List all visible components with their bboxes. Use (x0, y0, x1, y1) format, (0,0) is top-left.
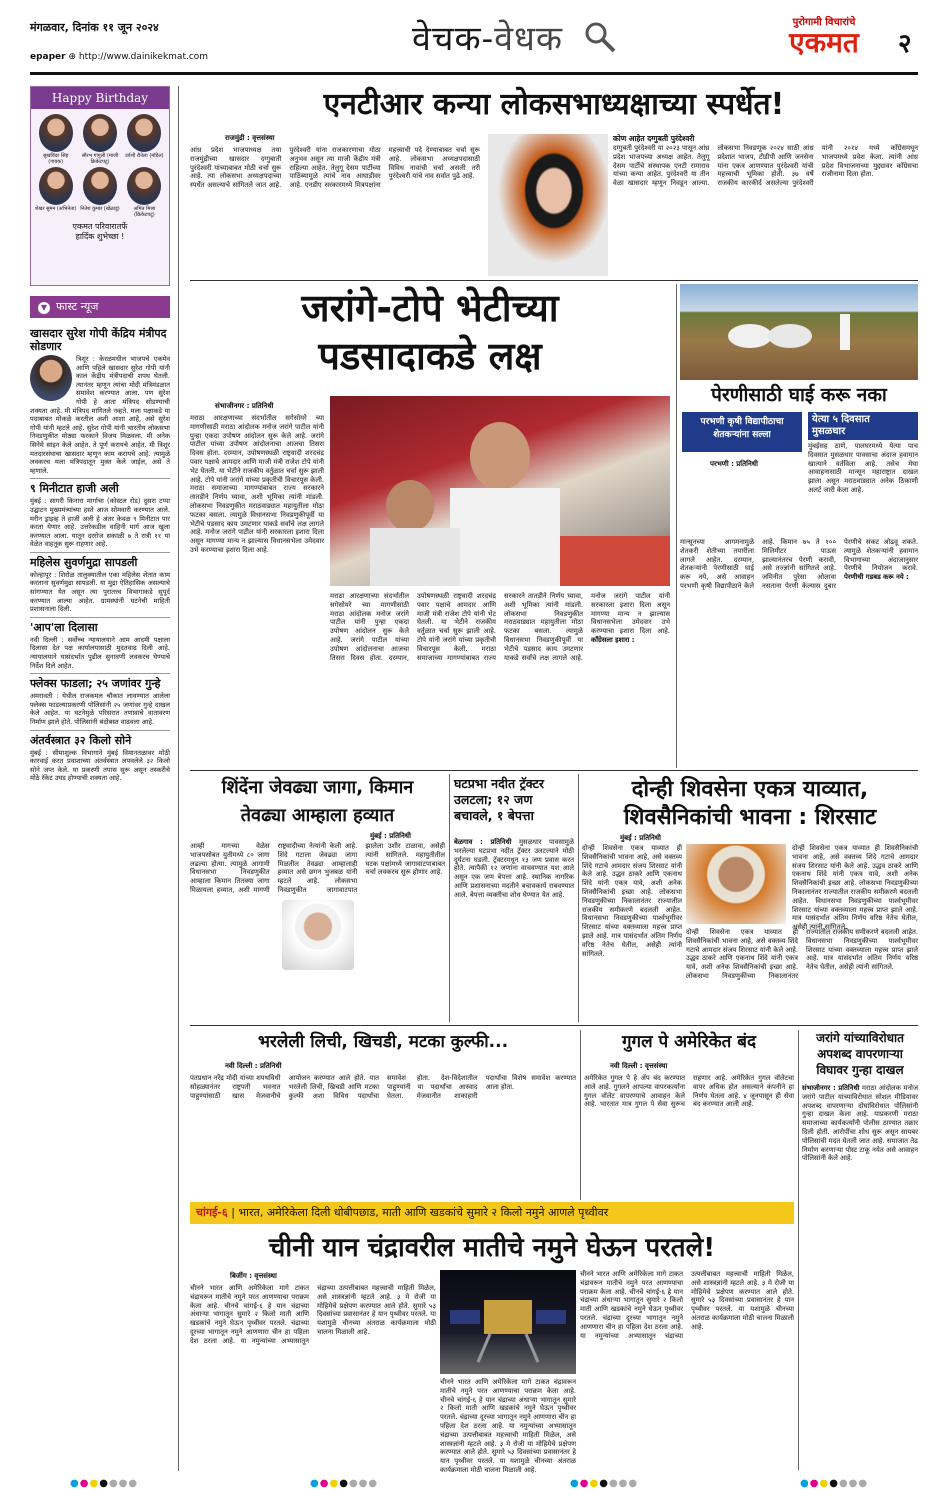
divider (30, 478, 170, 479)
bhujbal-photo (282, 900, 354, 970)
perni-body (680, 538, 918, 766)
news-body: कोल्हापूर : शिरोळ तालुक्यातील एका महिलेस शेतात काम करताना सुवर्णमुद्रा सापडली. या मुद्रा ऐतिहासिक असल्याचे सांगण्यात येत असून त्या पुरातत्त्व विभागाकडे सुपूर्द करण्यात आल्या आहेत. ग्रामस्थांनी घटनेची माहिती प्रशासनाला दिली. (30, 570, 170, 614)
purandeswari-photo (488, 134, 608, 276)
divider (30, 673, 170, 674)
shinde-headline-line1: शिंदेंना जेवढ्या जागा, किमान (221, 777, 414, 798)
perni-subheading: परभणी कृषी विद्यापीठाचा शेतकऱ्यांना सल्ला (682, 412, 802, 452)
top-story-body: आंध्र प्रदेश भाजपाध्यक्ष तथा राजमुंद्रीच्या खासदार दग्गुबाती पुरंदेश्वरी यांच्याबाबत मोठी चर्चा सुरू आहे. त्या लोकसभा अध्यक्षपदाच्या स्पर्धेत असल्याचे सांगितले जात आहे. पुरंदेश्वरी यांना राजकारणाचा मोठा अनुभव असून त्या माजी केंद्रीय मंत्री राहिल्या आहेत. तेलुगू देसम पार्टीच्या पाठिंब्यामुळे त्यांचे नाव आघाडीवर आहे. एनडीए सरकारमध्ये मित्रपक्षांना महत्त्वाची पदे देण्याबाबत चर्चा सुरू आहे. लोकसभा अध्यक्षपदासाठी विविध नावांची चर्चा असली तरी पुरंदेश्वरी यांचे नाव सर्वात पुढे आहे. (190, 146, 480, 190)
shivsena-dateline: मुंबई : प्रतिनिधी (620, 834, 661, 842)
ghatprabha-dateline: बेळगाव : प्रतिनिधी (454, 838, 512, 846)
news-body: मुंबई : सीमाशुल्क विभागाने मुंबई विमानतळावर मोठी कारवाई करत प्रवाशाच्या अंतर्वस्त्रात लपवलेले ३२ किलो सोने जप्त केले. या प्रकरणी तपास सुरू असून तस्करीचे मोठे रॅकेट उघड होण्याची शक्यता आहे. (30, 748, 170, 783)
shinde-headline (190, 774, 445, 830)
birthday-box (30, 86, 170, 286)
shivsena-body-left: दोन्ही शिवसेना एकत्र याव्यात ही शिवसैनिकांची भावना आहे, असे वक्तव्य शिंदे गटाचे आमदार संजय शिरसाट यांनी केले आहे. उद्धव ठाकरे आणि एकनाथ शिंदे यांनी एकत्र यावे, अशी अनेक शिवसैनिकांची इच्छा आहे. लोकसभा निवडणुकीच्या निकालानंतर राज्यातील राजकीय समीकरणे बदलली आहेत. विधानसभा निवडणुकीच्या पार्श्वभूमीवर शिरसाट यांच्या वक्तव्याला महत्त्व प्राप्त झाले आहे. मात्र यासंदर्भात अंतिम निर्णय वरिष्ठ नेतेच घेतील, असेही त्यांनी सांगितले. (582, 844, 682, 958)
birthday-footer (31, 222, 169, 242)
birthday-footer-line2: हार्दिक शुभेच्छा ! (75, 232, 125, 241)
rain-alert-body: मुंबईसह ठाणे, पालघरमध्ये येत्या पाच दिवसात मुसळधार पावसाचा अंदाज हवामान खात्याने वर्तविला आहे. तसेच मेघा आवाहनासाठी मान्सून महाराष्ट्रात दाखल झाला असून मराठवाड्यात अनेक ठिकाणी अलर्ट जारी केला आहे. (808, 442, 918, 494)
lander-illustration (440, 1270, 576, 1374)
shirsat-photo (686, 844, 786, 924)
masthead-logo (770, 14, 878, 68)
jarange2-dateline: संभाजीनगर : प्रतिनिधी (802, 1084, 860, 1092)
birthday-grid (31, 109, 169, 218)
avatar (127, 114, 161, 152)
brand-part1: वेचक- (412, 19, 495, 59)
column-separator (449, 774, 450, 1022)
column-separator (798, 1030, 799, 1470)
shivsena-headline-line2: शिवसैनिकांची भावना : शिरसाट (623, 805, 877, 830)
news-body: अमरावती : येथील राजकमल चौकात लावण्यात आलेला फ्लेक्स फाडल्याप्रकरणी पोलिसांनी २५ जणांवर गुन्हे दाखल केले आहेत. या घटनेमुळे परिसरात तणावाचे वातावरण निर्माण झाले होते. पोलिसांनी बंदोबस्त वाढवला आहे. (30, 692, 170, 726)
change6-body-left: चीनने भारत आणि अमेरिकेला मागे टाकत चंद्रावरून मातीचे नमुने परत आणण्याचा पराक्रम केला आहे. चीनचे चांगई-६ हे यान चंद्राच्या अंधाऱ्या भागातून सुमारे २ किलो माती आणि खडकांचे नमुने घेऊन पृथ्वीवर परतले. चंद्राच्या दूरच्या भागातून नमुने आणणारा चीन हा पहिला देश ठरला आहे. या नमुन्यांच्या अभ्यासातून चंद्राच्या उत्पत्तीबाबत महत्त्वाची माहिती मिळेल, असे शास्त्रज्ञांनी म्हटले आहे. ३ मे रोजी या मोहिमेचे प्रक्षेपण करण्यात आले होते. सुमारे ५३ दिवसांच्या प्रवासानंतर हे यान पृथ्वीवर परतले. या यशामुळे चीनच्या अंतराळ कार्यक्रमाला मोठी चालना मिळाली आहे. (190, 1284, 436, 1345)
jarange-body-main (330, 592, 670, 766)
change6-label: चांगई-६ (196, 1206, 228, 1219)
jarange-tope-photo (330, 396, 670, 586)
shinde-dateline: मुंबई : प्रतिनिधी (370, 832, 411, 840)
news-body: त्रिशूर : केरळमधील भाजपचे एकमेव आणि पहिले खासदार सुरेश गोपी यांनी काल केंद्रीय मंत्रीपदाची शपथ घेतली. त्यानंतर म्हणून त्यांचा मोदी मंत्रिमंडळात समावेश करण्यात आला. पण सुरेश गोपी हे आता मंत्रिपद सोडण्याची शक्यता आहे. मी मंत्रिपद मागितले नव्हते. मला पक्षाकडे या पदाबाबत मोकळे करतील अशी आशा आहे, असे सुरेश गोपी यांनी म्हटले आहे. सुरेश गोपी यांनी भारतीय लोकसभा निवडणुकीत मोठ्या फरकाने विजय मिळवला. मी अनेक सिनेमे साइन केले आहेत. ते पूर्ण करायचे आहेत. मी त्रिशूर मतदारसंघाचा खासदार म्हणून काम करायचे आहे. त्यामुळे लवकरच मला मंत्रिपदातून मुक्त केले जाईल, असे ते म्हणाले. (30, 355, 170, 475)
photo-illustration (330, 396, 670, 586)
magnifier-icon (583, 20, 617, 54)
news-headline: 'आप'ला दिलासा (30, 620, 98, 634)
birthday-name: नितेश कुमार (खेळाडू) (80, 206, 120, 212)
congress-label: काँग्रेसला इशारा : (591, 635, 635, 644)
ministers-headline: भरलेली लिची, खिचडी, मटका कुल्फी... (257, 1032, 509, 1052)
jarange2-body-text: मराठा आंदोलक मनोज जरांगे पाटील यांच्याविरोधात सोशल मीडियावर अपशब्द वापरणाऱ्या दोघांविरोधात पोलिसांनी गुन्हा दाखल केला आहे. याप्रकरणी मराठा समाजाच्या कार्यकर्त्यांनी पोलीस ठाण्यात तक्रार दिली होती. आरोपींचा शोध सुरू असून सायबर पोलिसांची मदत घेतली जात आहे. समाजात तेढ निर्माण करणाऱ्या पोस्ट टाकू नयेत असे आवाहन पोलिसांनी केले आहे. (802, 1084, 918, 1163)
fast-news-title: फास्ट न्यूज (56, 300, 99, 313)
news-headline: ९ मिनीटात हाजी अली (30, 482, 119, 496)
globe-icon: ⊕ (68, 52, 77, 62)
ghatprabha-body-text: मुसळधार पावसामुळे भरलेल्या घटप्रभा नदीत ट्रॅक्टर उलटल्याने मोठी दुर्घटना घडली. ट्रॅक्टरमधून १३ जण प्रवास करत होते. त्यापैकी १२ जणांना वाचवण्यात यश आले असून एक जण बेपत्ता आहे. स्थानिक नागरिक आणि प्रशासनाच्या मदतीने बचावकार्य राबवण्यात आले. बेपत्ता व्यक्तीचा शोध घेण्यात येत आहे. (454, 838, 574, 899)
fast-news-column (30, 324, 170, 1474)
logo-name: एकमत (789, 26, 859, 59)
google-body: अमेरिकेत गुगल पे हे ॲप बंद करण्यात आले आहे. गुगलने आपल्या वापरकर्त्यांना गुगल वॉलेट वापरण्याचे आवाहन केले आहे. भारतात मात्र गुगल पे सेवा सुरूच राहणार आहे. अमेरिकेत गुगल वॉलेटचा वापर अधिक होत असल्याने कंपनीने हा निर्णय घेतला आहे. ४ जूनपासून ही सेवा बंद करण्यात आली आहे. (584, 1074, 794, 1109)
birthday-person (124, 114, 165, 165)
top-story-headline: एनटीआर कन्या लोकसभाध्यक्षाच्या स्पर्धेत! (323, 87, 785, 122)
color-registration-marks: ●●●●●●● (310, 1478, 379, 1489)
news-headline: खासदार सुरेश गोपी केंद्रिय मंत्रीपद सोडणार (30, 327, 167, 353)
plough-illustration (680, 284, 918, 380)
divider (190, 1025, 918, 1026)
news-headline: महिलेस सुवर्णमुद्रा सापडली (30, 555, 138, 569)
birthday-name: सौरभ गांगुली (माजी क्रिकेटपटू) (81, 153, 119, 165)
avatar (83, 167, 117, 205)
page-number: २ (898, 29, 912, 59)
divider (190, 280, 918, 281)
shivsena-headline-line1: दोन्ही शिवसेना एकत्र याव्यात, (631, 777, 869, 802)
suresh-gopi-photo (30, 355, 72, 401)
divider (30, 552, 170, 553)
birthday-name: सुखविंदर सिंह (गायक) (43, 153, 69, 165)
shinde-body: आम्ही मागच्या वेळेस भाजपसोबत युतीमध्ये ८० जागा लढल्या होत्या. त्यामुळे आगामी विधानसभा निवडणुकीत आम्हाला किमान तितक्या जागा मिळायला हव्यात, अशी मागणी राष्ट्रवादीच्या नेत्यांनी केली आहे. शिंदे गटाला जेवढ्या जागा मिळतील तेवढ्या आम्हालाही हव्यात असे छगन भुजबळ यांनी म्हटले आहे. लोकसभा निवडणुकीत जागावाटपात झालेला उशीर टाळावा, असेही त्यांनी सांगितले. महायुतीतील घटक पक्षांमध्ये जागावाटपाबाबत चर्चा लवकरच सुरू होणार आहे. (190, 842, 445, 894)
change6-body-mid: चीनने भारत आणि अमेरिकेला मागे टाकत चंद्रावरून मातीचे नमुने परत आणण्याचा पराक्रम केला आहे. चीनचे चांगई-६ हे यान चंद्राच्या अंधाऱ्या भागातून सुमारे २ किलो माती आणि खडकांचे नमुने घेऊन पृथ्वीवर परतले. चंद्राच्या दूरच्या भागातून नमुने आणणारा चीन हा पहिला देश ठरला आहे. या नमुन्यांच्या अभ्यासातून चंद्राच्या उत्पत्तीबाबत महत्त्वाची माहिती मिळेल, असे शास्त्रज्ञांनी म्हटले आहे. ३ मे रोजी या मोहिमेचे प्रक्षेपण करण्यात आले होते. सुमारे ५३ दिवसांच्या प्रवासानंतर हे यान पृथ्वीवर परतले. या यशामुळे चीनच्या अंतराळ कार्यक्रमाला मोठी चालना मिळाली आहे. (440, 1378, 576, 1474)
ministers-dateline: नवी दिल्ली : प्रतिनिधी (225, 1062, 282, 1070)
ghatprabha-body (454, 838, 574, 1022)
birthday-name: उर्वशी रौतेला (मॉडेल) (125, 153, 164, 159)
sidebar-body: दग्गुबती पुरंदेश्वरी या २०२३ पासून आंध्र प्रदेश भाजपच्या अध्यक्ष आहेत. तेलुगू देसम पार्टीचे संस्थापक एनटी रामाराव यांच्या कन्या आहेत. पुरंदेश्वरी या तीन वेळा खासदार म्हणून निवडून आल्या. लोकसभा निवडणूक २०२४ साठी आंध्र प्रदेशात भाजप, टीडीपी आणि जनसेना यांना एकत्र आणण्यात पुरंदेश्वरी यांची महत्त्वाची भूमिका होती. ३७ वर्षे राजकीय कारकीर्द असलेल्या पुरंदेश्वरी यांनी २०१४ मध्ये काँग्रेसमधून भाजपमध्ये प्रवेश केला. त्यांनी आंध्र प्रदेश विभाजनाच्या मुद्द्यावर काँग्रेसचा राजीनामा दिला होता. (613, 144, 918, 188)
news-headline: अंतर्वस्त्रात ३२ किलो सोने (30, 733, 132, 747)
column-separator (580, 1030, 581, 1200)
change6-strip: चांगई-६ | भारत, अमेरिकेला दिली धोबीपछाड, माती आणि खडकांचे सुमारे २ किलो नमुने आणले पृथ्वीवर (190, 1202, 794, 1224)
rain-alert-line1: येत्या ५ दिवसात (812, 414, 870, 425)
jarange-headline-line2: पडसादाकडे लक्ष (318, 334, 542, 378)
divider (30, 617, 170, 618)
perni-dateline: परभणी : प्रतिनिधी (710, 460, 758, 468)
top-story-sidebar (613, 134, 918, 276)
news-body: नवी दिल्ली : सर्वोच्च न्यायालयाने आम आदमी पक्षाला दिलासा देत पक्ष कार्यालयासाठी मुदतवाढ दिली आहे. न्यायालयाने यासंदर्भात पुढील सुनावणी लवकरच घेण्याचे निर्देश दिले आहेत. (30, 635, 170, 670)
birthday-title: Happy Birthday (31, 87, 169, 109)
news-body: मुंबई : सागरी किनारा मार्गाचा (कोस्टल रोड) दुसरा टप्पा उद्घाटन मुख्यमंत्र्यांच्या हस्ते आज सोमवारी करण्यात आले. मरीन ड्राइव्ह ते हाजी अली हे अंतर केवळ ९ मिनीटात पार करता येणार आहे. उत्तरेकडील वाहिनी मार्ग आज खुला करण्यात आला. यातून दररोज सकाळी ७ ते रात्री ११ या वेळेत वाहतूक सुरू राहणार आहे. (30, 497, 170, 549)
avatar (127, 167, 161, 205)
avatar (39, 114, 73, 152)
shivsena-body-main: दोन्ही शिवसेना एकत्र याव्यात ही शिवसैनिकांची भावना आहे, असे वक्तव्य शिंदे गटाचे आमदार संजय शिरसाट यांनी केले आहे. उद्धव ठाकरे आणि एकनाथ शिंदे यांनी एकत्र यावे, अशी अनेक शिवसैनिकांची इच्छा आहे. लोकसभा निवडणुकीच्या निकालानंतर राज्यातील राजकीय समीकरणे बदलली आहेत. विधानसभा निवडणुकीच्या पार्श्वभूमीवर शिरसाट यांच्या वक्तव्याला महत्त्व प्राप्त झाले आहे. मात्र यासंदर्भात अंतिम निर्णय वरिष्ठ नेतेच घेतील, असेही त्यांनी सांगितले. (686, 928, 918, 980)
birthday-person (79, 167, 120, 218)
shivsena-headline (582, 776, 918, 832)
jarange-body-text: मराठा आरक्षणाच्या संदर्भातील सगेसोयरे च्या मागणीसाठी मराठा आंदोलक मनोज जरांगे पाटील यांनी पुन्हा एकदा उपोषण आंदोलन सुरू केले आहे. जरांगे पाटील यांच्या उपोषण आंदोलनाचा आजचा तिसरा दिवस होता. दरम्यान, उपोषणस्थळी राष्ट्रवादी शरदचंद्र पवार पक्षाचे आमदार आणि माजी मंत्री राजेश टोपे यांनी भेट घेतली. या भेटीने राजकीय वर्तुळात चर्चा सुरू झाली आहे. टोपे यांनी जरांगे यांच्या प्रकृतीची विचारपूस केली. मराठा समाजाच्या मागण्यांबाबत राज्य सरकारने तातडीने निर्णय घ्यावा, अशी भूमिका त्यांनी मांडली. लोकसभा निवडणुकीत मराठवाड्यात महायुतीला मोठा फटका बसला. त्यामुळे विधानसभा निवडणुकीपूर्वी या भेटीचे पडसाद काय उमटणार याकडे सर्वांचे लक्ष लागले आहे. मनोज जरांगे पाटील यांनी सरकारला इशारा दिला असून मागण्या मान्य न झाल्यास विधानसभेला उमेदवार उभे करण्याचा इशारा दिला आहे. (330, 592, 670, 662)
sidebar-title: कोण आहेत दग्गुबती पुरंदेश्वरी (613, 134, 695, 143)
section-brand (412, 14, 563, 60)
birthday-person (35, 167, 76, 218)
ministers-body: पंतप्रधान नरेंद्र मोदी यांच्या शपथविधी सोहळ्यानंतर राष्ट्रपती भवनात पाहुण्यांसाठी खास मेजवानीचे आयोजन करण्यात आले होते. यात भरलेली लिची, खिचडी आणि मटका कुल्फी अशा विविध पदार्थांचा समावेश होता. देश-विदेशातील पाहुण्यांनी या पदार्थांचा आस्वाद घेतला. मेजवानीत शाकाहारी पदार्थांचा विशेष समावेश करण्यात आला होता. (190, 1074, 576, 1100)
divider (190, 770, 918, 771)
chevron-down-icon: ▼ (38, 302, 50, 314)
epaper-link[interactable] (30, 52, 208, 62)
birthday-person (124, 167, 165, 218)
jarange-headline-line1: जरांगे-टोपे भेटीच्या (301, 286, 559, 330)
google-dateline: नवी दिल्ली : वृत्तसंस्था (610, 1062, 668, 1070)
perni-headline: पेरणीसाठी घाई करू नका (711, 384, 887, 406)
header-date: मंगळवार, दिनांक ११ जून २०२४ (30, 21, 159, 34)
birthday-footer-line1: एकमत परिवारातर्फे (72, 222, 128, 231)
divider (30, 730, 170, 731)
top-story-dateline: राजमुंद्री : वृत्तसंस्था (225, 134, 275, 142)
farmer-plough-photo (680, 284, 918, 380)
fast-news-header (30, 296, 170, 318)
birthday-person (79, 114, 120, 165)
birthday-name: शेखर सुमन (अभिनेता) (35, 206, 77, 212)
ghatprabha-headline: घटप्रभा नदीत ट्रॅक्टर उलटला; १२ जण बचावले, १ बेपत्ता (454, 776, 544, 823)
news-headline: फ्लेक्स फाडला; २५ जणांवर गुन्हे (30, 677, 161, 691)
jarange-body-left: मराठा आरक्षणाच्या संदर्भातील सगेसोयरे च्या मागणीसाठी मराठा आंदोलक मनोज जरांगे पाटील यांनी पुन्हा एकदा उपोषण आंदोलन सुरू केले आहे. जरांगे पाटील यांच्या उपोषण आंदोलनाचा आजचा तिसरा दिवस होता. दरम्यान, उपोषणस्थळी राष्ट्रवादी शरदचंद्र पवार पक्षाचे आमदार आणि माजी मंत्री राजेश टोपे यांनी भेट घेतली. या भेटीने राजकीय वर्तुळात चर्चा सुरू झाली आहे. टोपे यांनी जरांगे यांच्या प्रकृतीची विचारपूस केली. मराठा समाजाच्या मागण्यांबाबत राज्य सरकारने तातडीने निर्णय घ्यावा, अशी भूमिका त्यांनी मांडली. लोकसभा निवडणुकीत मराठवाड्यात महायुतीला मोठा फटका बसला. त्यामुळे विधानसभा निवडणुकीपूर्वी या भेटीचे पडसाद काय उमटणार याकडे सर्वांचे लक्ष लागले आहे. मनोज जरांगे पाटील यांनी सरकारला इशारा दिला असून मागण्या मान्य न झाल्यास विधानसभेला उमेदवार उभे करण्याचा इशारा दिला आहे. (190, 414, 324, 554)
logo-tagline: पुरोगामी विचारांचे (792, 17, 856, 28)
avatar (83, 114, 117, 152)
brand-part2: वेधक (494, 19, 564, 59)
jarange-headline (190, 284, 670, 380)
color-registration-marks: ●●●●●●● (800, 1478, 869, 1489)
column-separator (178, 86, 179, 1471)
color-registration-marks: ●●●●●●● (570, 1478, 639, 1489)
jarange2-headline: जरांगे यांच्याविरोधात अपशब्द वापरणाऱ्या विघावर गुन्हा दाखल (816, 1031, 904, 1077)
epaper-label: epaper (30, 52, 66, 62)
perni-inline-label: पेरणीची गडबड करू नये : (844, 573, 909, 582)
change6-headline: चीनी यान चंद्रावरील मातीचे नमुने घेऊन परतले! (268, 1233, 716, 1263)
birthday-person (35, 114, 76, 165)
change6-body-right: चीनने भारत आणि अमेरिकेला मागे टाकत चंद्रावरून मातीचे नमुने परत आणण्याचा पराक्रम केला आहे. चीनचे चांगई-६ हे यान चंद्राच्या अंधाऱ्या भागातून सुमारे २ किलो माती आणि खडकांचे नमुने घेऊन पृथ्वीवर परतले. चंद्राच्या दूरच्या भागातून नमुने आणणारा चीन हा पहिला देश ठरला आहे. या नमुन्यांच्या अभ्यासातून चंद्राच्या उत्पत्तीबाबत महत्त्वाची माहिती मिळेल, असे शास्त्रज्ञांनी म्हटले आहे. ३ मे रोजी या मोहिमेचे प्रक्षेपण करण्यात आले होते. सुमारे ५३ दिवसांच्या प्रवासानंतर हे यान पृथ्वीवर परतले. या यशामुळे चीनच्या अंतराळ कार्यक्रमाला मोठी चालना मिळाली आहे. (580, 1270, 794, 1340)
shinde-headline-line2: तेवढ्या आम्हाला हव्यात (240, 805, 395, 826)
google-headline: गुगल पे अमेरिकेत बंद (621, 1032, 757, 1052)
change6-lander-photo (440, 1270, 576, 1374)
jarange2-body (802, 1084, 918, 1470)
avatar (39, 167, 73, 205)
birthday-name: अमित मिश्रा (क्रिकेटपटू) (133, 206, 156, 218)
change6-strip-text: भारत, अमेरिकेला दिली धोबीपछाड, माती आणि खडकांचे सुमारे २ किलो नमुने आणले पृथ्वीवर (238, 1206, 609, 1219)
header-divider (30, 72, 918, 75)
shivsena-body-right: दोन्ही शिवसेना एकत्र याव्यात ही शिवसैनिकांची भावना आहे, असे वक्तव्य शिंदे गटाचे आमदार संजय शिरसाट यांनी केले आहे. उद्धव ठाकरे आणि एकनाथ शिंदे यांनी एकत्र यावे, अशी अनेक शिवसैनिकांची इच्छा आहे. लोकसभा निवडणुकीच्या निकालानंतर राज्यातील राजकीय समीकरणे बदलली आहेत. विधानसभा निवडणुकीच्या पार्श्वभूमीवर शिरसाट यांच्या वक्तव्याला महत्त्व प्राप्त झाले आहे. मात्र यासंदर्भात अंतिम निर्णय वरिष्ठ नेतेच घेतील, असेही त्यांनी सांगितले. (792, 844, 918, 932)
color-registration-marks: ●●●●●●● (70, 1478, 139, 1489)
column-separator (676, 284, 677, 768)
perni-body-text: मान्सूनच्या आगमनामुळे शेतकरी शेतीच्या तयारीला लागले आहेत. दरम्यान, शेतकऱ्यांनी पेरणीसाठी घाई करू नये, असे आवाहन परभणी कृषी विद्यापीठाने केले आहे. किमान ७५ ते १०० मिलिमीटर पाऊस झाल्यानंतरच पेरणी करावी, असे तज्ज्ञांनी सांगितले आहे. जमिनीत पुरेसा ओलावा नसताना पेरणी केल्यास दुबार पेरणीचे संकट ओढवू शकते. त्यामुळे शेतकऱ्यांनी हवामान विभागाच्या अंदाजानुसार पेरणीचे नियोजन करावे. (680, 538, 918, 590)
change6-dateline: बिजींग : वृत्तसंस्था (230, 1272, 277, 1280)
jarange-dateline: संभाजीनगर : प्रतिनिधी (215, 402, 274, 410)
rain-alert-line2: मुसळधार (812, 426, 846, 437)
column-separator (578, 774, 579, 1022)
epaper-url[interactable]: http://www.dainikekmat.com (78, 52, 209, 62)
rain-alert-box (808, 412, 918, 440)
